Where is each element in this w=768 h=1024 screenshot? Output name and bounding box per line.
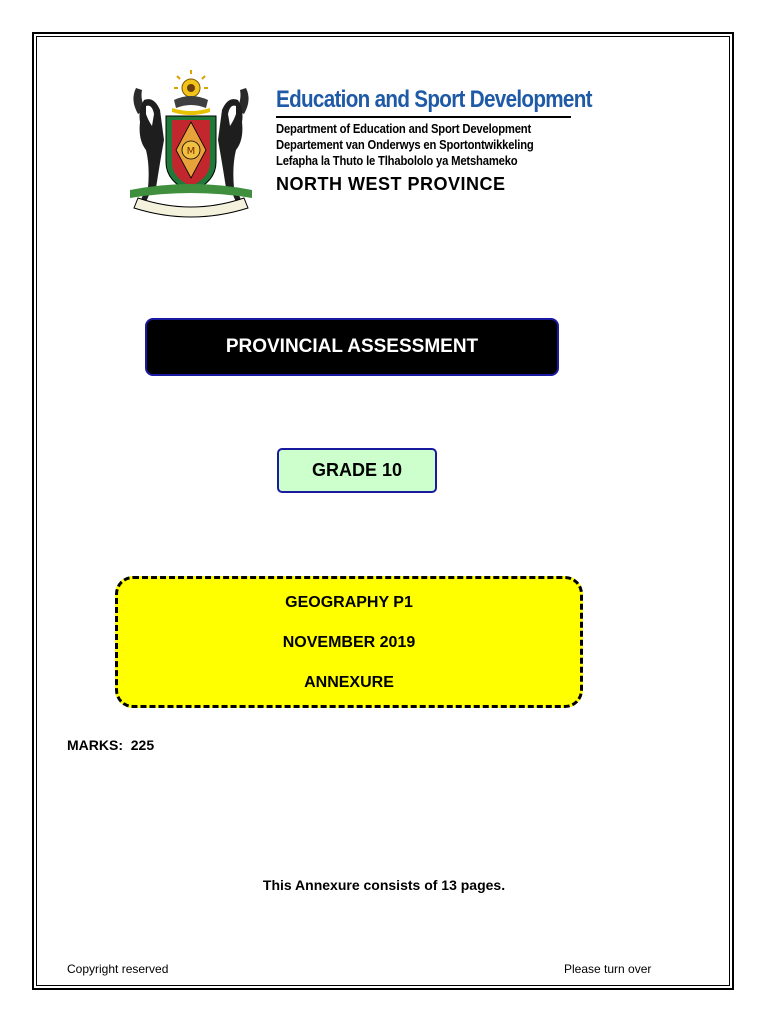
subject-name: GEOGRAPHY P1 <box>285 594 413 611</box>
copyright-notice: Copyright reserved <box>67 962 169 976</box>
exam-session: NOVEMBER 2019 <box>282 634 416 651</box>
total-marks: MARKS: 225 <box>67 737 155 753</box>
department-line-english: Department of Education and Sport Development <box>276 122 532 136</box>
province-name: NORTH WEST PROVINCE <box>276 174 506 194</box>
department-line-setswana: Lefapha la Thuto le Tlhabololo ya Metshameko <box>276 154 518 168</box>
document-type: ANNEXURE <box>304 674 394 691</box>
svg-text:M: M <box>186 146 196 157</box>
subject-box <box>115 576 583 708</box>
coat-of-arms-icon <box>116 70 266 220</box>
turn-over-note: Please turn over <box>564 962 652 976</box>
department-header <box>276 86 596 197</box>
page-count-note: This Annexure consists of 13 pages. <box>262 877 506 893</box>
assessment-banner: PROVINCIAL ASSESSMENT <box>145 318 559 376</box>
grade-label: GRADE 10 <box>277 448 437 493</box>
header-rule <box>276 116 571 118</box>
department-title: Education and Sport Development <box>276 86 592 113</box>
department-line-afrikaans: Departement van Onderwys en Sportontwikkeling <box>276 138 534 152</box>
